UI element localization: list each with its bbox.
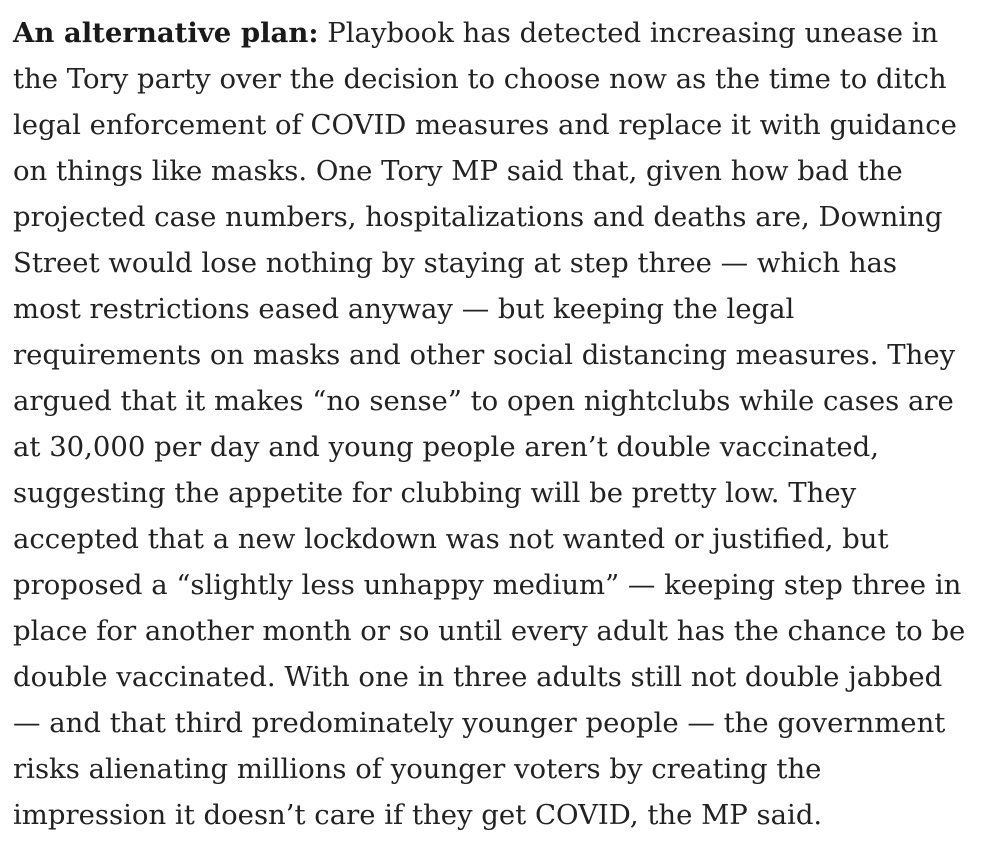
paragraph-line-text: Playbook has detected increasing unease in bbox=[318, 17, 939, 49]
paragraph-line: suggesting the appetite for clubbing will be pretty low. They bbox=[13, 477, 857, 509]
article-paragraph bbox=[13, 10, 973, 838]
paragraph-line: double vaccinated. With one in three adults still not double jabbed bbox=[13, 661, 943, 693]
paragraph-line: legal enforcement of COVID measures and replace it with guidance bbox=[13, 109, 957, 141]
paragraph-line: accepted that a new lockdown was not wanted or justified, but bbox=[13, 523, 889, 555]
paragraph-line: — and that third predominately younger people — the government bbox=[13, 707, 946, 739]
paragraph-line: projected case numbers, hospitalizations and deaths are, Downing bbox=[13, 201, 943, 233]
paragraph-line: requirements on masks and other social distancing measures. They bbox=[13, 339, 956, 371]
paragraph-line: the Tory party over the decision to choose now as the time to ditch bbox=[13, 63, 947, 95]
paragraph-lead-heading: An alternative plan: bbox=[13, 17, 319, 49]
paragraph-line: on things like masks. One Tory MP said that, given how bad the bbox=[13, 155, 903, 187]
paragraph-line: Street would lose nothing by staying at step three — which has bbox=[13, 247, 898, 279]
paragraph-line: most restrictions eased anyway — but keeping the legal bbox=[13, 293, 795, 325]
paragraph-line bbox=[13, 10, 973, 56]
paragraph-line: argued that it makes “no sense” to open nightclubs while cases are bbox=[13, 385, 954, 417]
paragraph-line: impression it doesn’t care if they get COVID, the MP said. bbox=[13, 799, 823, 831]
paragraph-line: risks alienating millions of younger voters by creating the bbox=[13, 753, 822, 785]
paragraph-line: place for another month or so until every adult has the chance to be bbox=[13, 615, 966, 647]
paragraph-line: at 30,000 per day and young people aren’t double vaccinated, bbox=[13, 431, 880, 463]
paragraph-line: proposed a “slightly less unhappy medium” — keeping step three in bbox=[13, 569, 962, 601]
